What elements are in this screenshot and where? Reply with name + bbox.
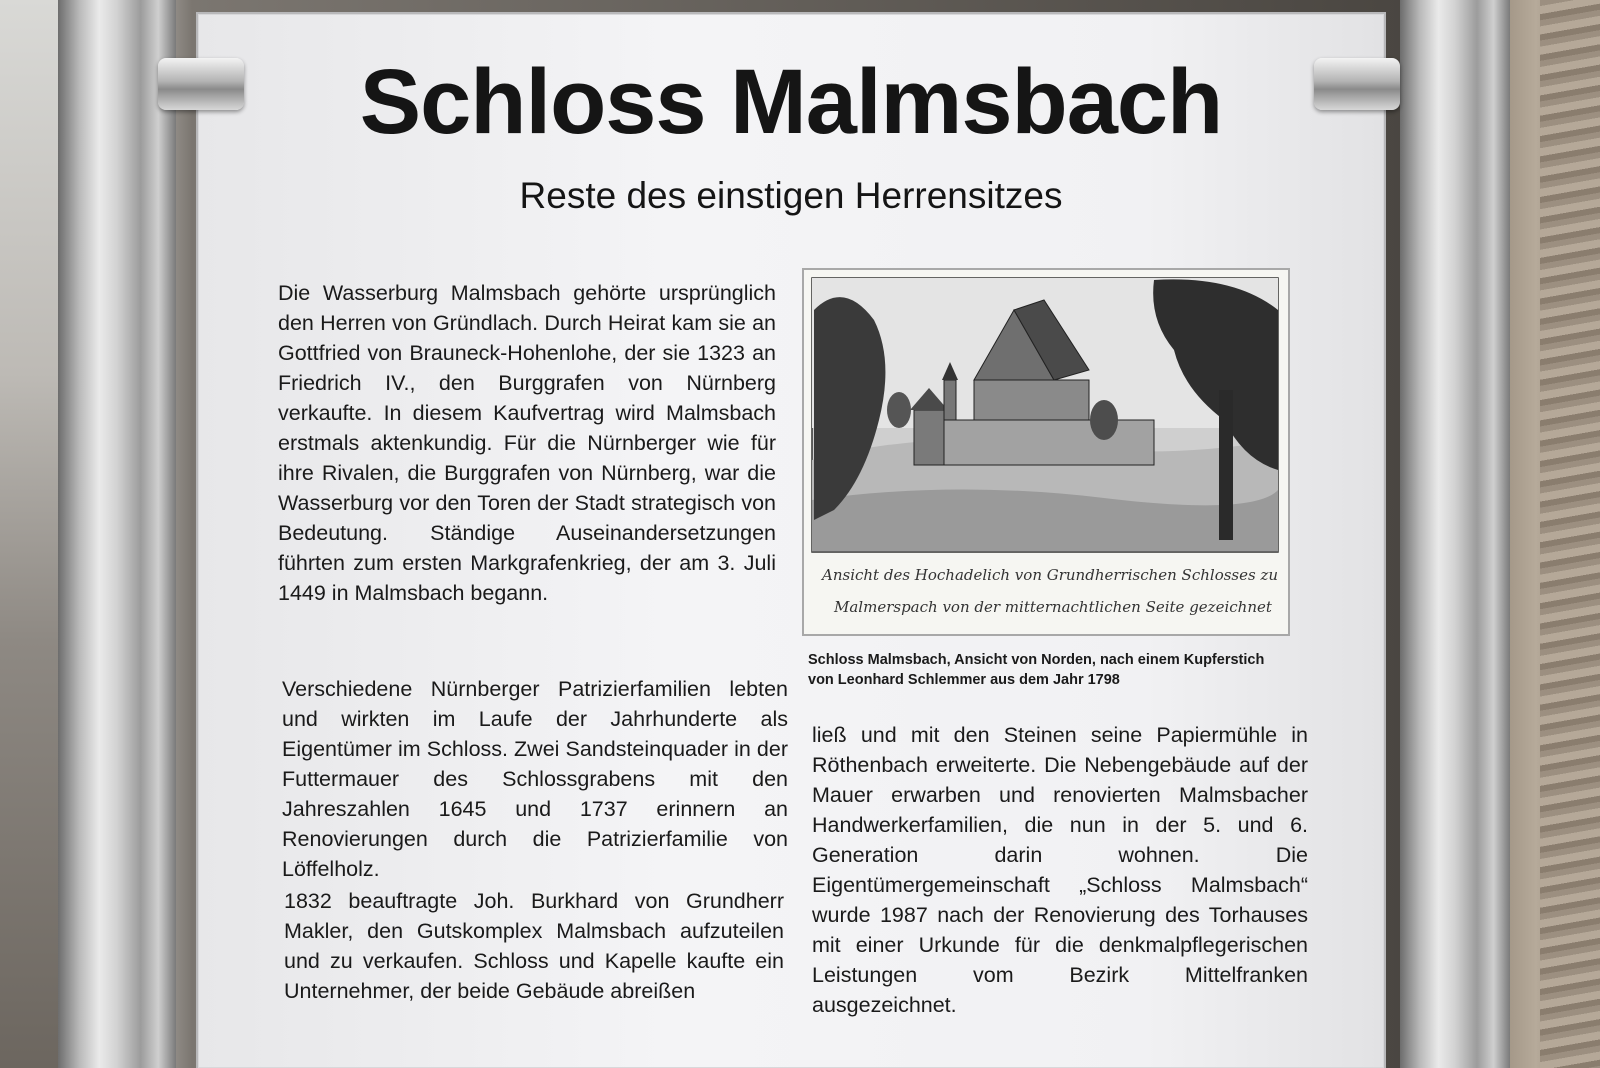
metal-post-right [1400, 0, 1510, 1068]
caption-line-2: von Leonhard Schlemmer aus dem Jahr 1798 [808, 672, 1120, 688]
paragraph-1-text: Die Wasserburg Malmsbach gehörte ursprünglich den Herren von Gründlach. Durch Heirat kam sie an Gottfried von Brauneck-Hohenlohe, der sie 1323 an Friedrich IV., den Burggrafen von Nürnberg verkaufte. In diesem Kaufvertrag wird Malmsbach erstmals aktenkundig. Für die Nürnberger wie für ihre Rivalen, die Burggrafen von Nürnberg, war die Wasserburg vor den Toren der Stadt strategisch von Bedeutung. Ständige Auseinandersetzungen führten zum ersten Markgrafenkrieg, der am 3. Juli 1449 in Malmsbach begann. [278, 281, 776, 605]
background-left [0, 0, 60, 1068]
engraving-inscription-1: Ansicht des Hochadelich von Grundherrischen Schlosses zu [822, 566, 1279, 584]
image-caption [808, 650, 1308, 690]
engraving-inscription-2: Malmerspach von der mitternachtlichen Seite gezeichnet [834, 598, 1272, 616]
paragraph-sale-1832 [284, 886, 784, 1006]
paragraph-history [278, 278, 776, 608]
paragraph-2-text: Verschiedene Nürnberger Patrizierfamilien lebten und wirkten im Laufe der Jahrhunderte als Eigentümer im Schloss. Zwei Sandsteinquader in der Futtermauer des Schlossgrabens mit den Jahreszahlen 1645 und 1737 erinnern an Renovierungen durch die Patrizierfamilie von Löffelholz. [282, 677, 788, 881]
castle-engraving-illustration [804, 270, 1288, 634]
paragraph-patricians [282, 674, 788, 884]
mounting-clamp-left [158, 58, 244, 110]
background-tree-bark [1540, 0, 1600, 1068]
paragraph-3-text: 1832 beauftragte Joh. Burkhard von Grundherr Makler, den Gutskomplex Malmsbach aufzuteilen und zu verkaufen. Schloss und Kapelle kaufte ein Unternehmer, der beide Gebäude abreißen [284, 889, 784, 1003]
sign-title: Schloss Malmsbach [359, 51, 1223, 153]
engraving-image [802, 268, 1290, 636]
info-sign-panel [198, 14, 1384, 1068]
paragraph-renovation [812, 720, 1308, 1020]
paragraph-4-text: ließ und mit den Steinen seine Papiermühle in Röthenbach erweiterte. Die Nebengebäude auf der Mauer erwarben und renovierten Malmsbacher Handwerkerfamilien, die nun in der 5. und 6. Generation darin wohnen. Die Eigentümergemeinschaft „Schloss Malmsbach“ wurde 1987 nach der Renovierung des Torhauses mit einer Urkunde für die denkmalpflegerischen Leistungen vom Bezirk Mittelfranken ausgezeichnet. [812, 723, 1308, 1017]
caption-line-1: Schloss Malmsbach, Ansicht von Norden, nach einem Kupferstich [808, 652, 1265, 668]
metal-post-left [58, 0, 176, 1068]
sign-subtitle: Reste des einstigen Herrensitzes [519, 175, 1063, 216]
mounting-clamp-right [1314, 58, 1400, 110]
